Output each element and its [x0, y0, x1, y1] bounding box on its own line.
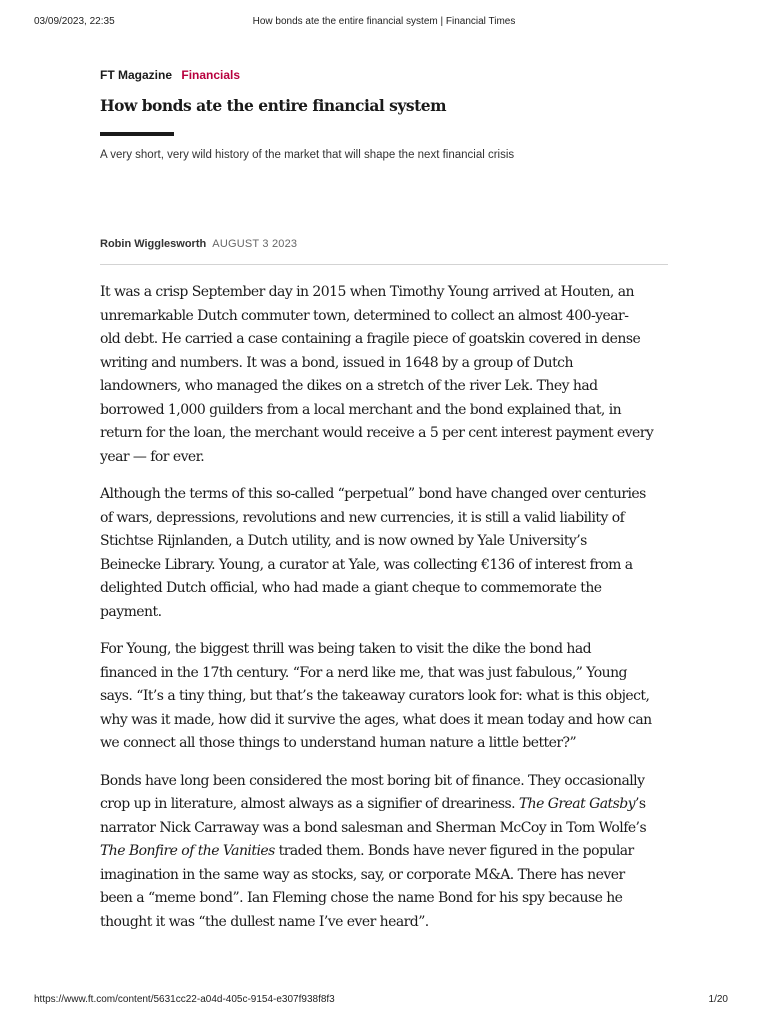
text-line: It was a crisp September day in 2015 when Timothy Young arrived at Houten, an — [100, 284, 634, 300]
paragraph-3 — [100, 638, 668, 756]
text-line: old debt. He carried a case containing a fragile piece of goatskin covered in dense — [100, 331, 641, 347]
text-line: landowners, who managed the dikes on a stretch of the river Lek. They had — [100, 378, 598, 394]
text-line: Although the terms of this so-called “perpetual” bond have changed over centuries — [100, 486, 646, 502]
text-line: borrowed 1,000 guilders from a local merchant and the bond explained that, in — [100, 401, 622, 418]
text-line: says. “It’s a tiny thing, but that’s the takeaway curators look for: what is this object, — [100, 688, 650, 704]
section-link[interactable]: Financials — [181, 68, 241, 82]
text-line: narrator Nick Carraway was a bond salesman and Sherman McCoy in Tom Wolfe’s — [100, 819, 647, 836]
article-body — [100, 281, 668, 934]
text-line: financed in the 17th century. “For a nerd like me, that was just fabulous,” Young — [100, 664, 627, 681]
text-line: return for the loan, the merchant would receive a 5 per cent interest payment every — [100, 425, 654, 441]
byline-divider — [100, 264, 668, 265]
text-line: Bonds have long been considered the most boring bit of finance. They occasionally — [100, 772, 645, 789]
paragraph-4 — [100, 770, 668, 935]
text-line: imagination in the same way as stocks, say, or corporate M&A. There has never — [100, 866, 625, 883]
print-url: https://www.ft.com/content/5631cc22-a04d-405c-9154-e307f938f8f3 — [34, 994, 335, 1005]
text-line: of wars, depressions, revolutions and new currencies, it is still a valid liability of — [100, 509, 625, 526]
paragraph-2 — [100, 483, 668, 624]
article — [100, 68, 668, 948]
text-line: year — for ever. — [100, 448, 205, 465]
text-line: been a “meme bond”. Ian Fleming chose the name Bond for his spy because he — [100, 890, 623, 906]
publish-date: AUGUST 3 2023 — [212, 238, 298, 250]
text-line: The Bonfire of the Vanities traded them. Bonds have never figured in the popular — [100, 843, 634, 859]
text-line: delighted Dutch official, who had made a giant cheque to commemorate the — [100, 580, 602, 596]
text-line: Stichtse Rijnlanden, a Dutch utility, and is now owned by Yale University’s — [100, 533, 587, 549]
text-line: we connect all those things to understand human nature a little better?” — [100, 735, 577, 751]
book-title: The Bonfire of the Vanities — [100, 843, 275, 859]
headline: How bonds ate the entire financial system — [100, 96, 447, 115]
text-line: writing and numbers. It was a bond, issued in 1648 by a group of Dutch — [100, 354, 573, 371]
text-line: payment. — [100, 603, 162, 620]
text-line: why was it made, how did it survive the ages, what does it mean today and how can — [100, 711, 652, 728]
text-line: For Young, the biggest thrill was being taken to visit the dike the bond had — [100, 641, 592, 657]
byline — [100, 238, 668, 250]
text-line: Beinecke Library. Young, a curator at Yale, was collecting €136 of interest from a — [100, 556, 633, 573]
print-page-title: How bonds ate the entire financial system | Financial Times — [252, 16, 516, 27]
author-link[interactable]: Robin Wigglesworth — [100, 238, 207, 250]
standfirst: A very short, very wild history of the market that will shape the next financial crisis — [100, 149, 515, 161]
text-line: crop up in literature, almost always as a signifier of dreariness. The Great Gatsby’s — [100, 796, 646, 812]
kicker — [100, 68, 668, 84]
headline-rule — [100, 132, 174, 136]
print-datetime: 03/09/2023, 22:35 — [34, 16, 115, 27]
text-line: thought it was “the dullest name I’ve ever heard”. — [100, 913, 429, 930]
magazine-link[interactable]: FT Magazine — [100, 68, 173, 82]
text-line: unremarkable Dutch commuter town, determined to collect an almost 400-year- — [100, 307, 629, 324]
print-page-number: 1/20 — [708, 994, 728, 1005]
paragraph-1 — [100, 281, 668, 469]
book-title: The Great Gatsby — [518, 796, 635, 812]
